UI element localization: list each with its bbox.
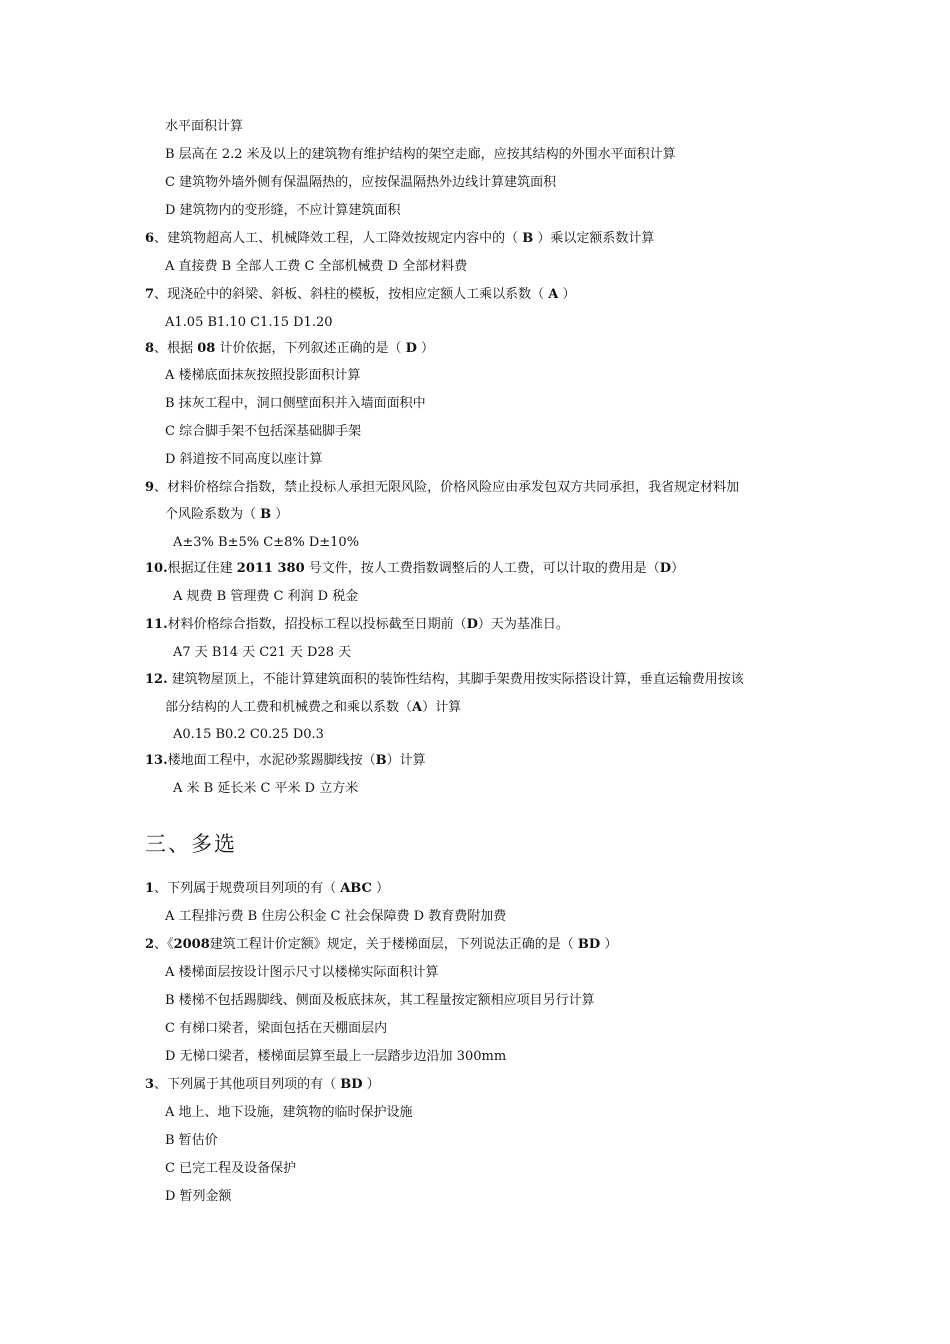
option-a: A 楼梯面层按设计图示尺寸以楼梯实际面积计算: [165, 965, 439, 980]
question-text: 下列属于其他项目列项的有（: [167, 1077, 337, 1092]
question-number: 1: [145, 881, 155, 896]
option-d: D 斜道按不同高度以座计算: [165, 452, 323, 467]
question-number: 7: [145, 287, 155, 302]
question-8: 8、根据 08 计价依据，下列叙述正确的是（ D ）: [145, 341, 435, 356]
answer: ABC: [340, 881, 372, 896]
question-number: 13.: [145, 753, 168, 768]
continuation-text: 水平面积计算: [165, 119, 244, 134]
options-line: A0.15 B0.2 C0.25 D0.3: [173, 727, 324, 742]
question-text: 根据辽住建: [167, 561, 233, 576]
answer: A: [412, 700, 423, 715]
question-number: 8: [145, 341, 155, 356]
question-text: 楼地面工程中，水泥砂浆踢脚线按（: [167, 753, 376, 768]
options-line: A7 天 B14 天 C21 天 D28 天: [173, 645, 352, 660]
option-b: B 暂估价: [165, 1133, 218, 1148]
option-a: A 地上、地下设施，建筑物的临时保护设施: [165, 1105, 413, 1120]
question-text: 建筑工程计价定额》规定，关于楼梯面层，下列说法正确的是（: [209, 937, 574, 952]
question-number: 12.: [145, 672, 168, 687]
answer: BD: [577, 937, 601, 952]
option-b: B 层高在 2.2 米及以上的建筑物有维护结构的架空走廊，应按其结构的外围水平面积计算: [165, 147, 676, 162]
question-number: 9: [145, 480, 155, 495]
question-text: 下列属于规费项目列项的有（: [167, 881, 337, 896]
answer: A: [548, 287, 559, 302]
answer: D: [405, 341, 417, 356]
option-c: C 已完工程及设备保护: [165, 1161, 297, 1176]
answer: B: [260, 507, 272, 522]
option-a: A 楼梯底面抹灰按照投影面积计算: [165, 368, 361, 383]
multi-question-1: 1、下列属于规费项目列项的有（ ABC ）: [145, 881, 390, 896]
answer: D: [659, 561, 672, 576]
question-12-line2: 部分结构的人工费和机械费之和乘以系数（A）计算: [165, 700, 462, 715]
question-13: 13.楼地面工程中，水泥砂浆踢脚线按（B）计算: [145, 753, 426, 768]
question-text: 根据: [167, 341, 194, 356]
option-d: D 建筑物内的变形缝，不应计算建筑面积: [165, 203, 401, 218]
multi-question-3: 3、下列属于其他项目列项的有（ BD ）: [145, 1077, 380, 1092]
answer: B: [522, 231, 534, 246]
question-text: 材料价格综合指数，禁止投标人承担无限风险，价格风险应由承发包双方共同承担，我省规定材料加: [167, 480, 740, 495]
options-line: A±3% B±5% C±8% D±10%: [173, 535, 360, 550]
question-text: 建筑物屋顶上，不能计算建筑面积的装饰性结构，其脚手架费用按实际搭设计算，垂直运输费用按该: [171, 672, 744, 687]
option-b: B 抹灰工程中，洞口侧壁面积并入墙面面积中: [165, 396, 426, 411]
question-number: 6: [145, 231, 155, 246]
question-text: 材料价格综合指数，招投标工程以投标截至日期前（: [167, 617, 467, 632]
question-11: 11.材料价格综合指数，招投标工程以投标截至日期前（D）天为基准日。: [145, 617, 569, 632]
option-c: C 建筑物外墙外侧有保温隔热的，应按保温隔热外边线计算建筑面积: [165, 175, 557, 190]
options-line: A 规费 B 管理费 C 利润 D 税金: [173, 589, 359, 604]
question-number: 3: [145, 1077, 155, 1092]
question-10: 10.根据辽住建 2011 380 号文件，按人工费指数调整后的人工费，可以计取的费用是（D）: [145, 561, 685, 576]
question-9: 9、材料价格综合指数，禁止投标人承担无限风险，价格风险应由承发包双方共同承担，我省规定材料加: [145, 480, 740, 495]
options-line: A 米 B 延长米 C 平米 D 立方米: [173, 781, 359, 796]
question-number: 11.: [145, 617, 168, 632]
multi-question-2: 2、《2008建筑工程计价定额》规定，关于楼梯面层，下列说法正确的是（ BD ）: [145, 937, 618, 952]
option-b: B 楼梯不包括踢脚线、侧面及板底抹灰，其工程量按定额相应项目另行计算: [165, 993, 595, 1008]
answer: D: [466, 617, 478, 632]
answer: B: [375, 753, 387, 768]
question-6: 6、建筑物超高人工、机械降效工程，人工降效按规定内容中的（ B ）乘以定额系数计算: [145, 231, 655, 246]
question-text: 现浇砼中的斜梁、斜板、斜柱的模板，按相应定额人工乘以系数（: [167, 287, 545, 302]
question-number: 2: [145, 937, 155, 952]
option-d: D 无梯口梁者，楼梯面层算至最上一层踏步边沿加 300mm: [165, 1049, 507, 1064]
options-line: A1.05 B1.10 C1.15 D1.20: [165, 315, 333, 330]
options-line: A 直接费 B 全部人工费 C 全部机械费 D 全部材料费: [165, 259, 468, 274]
answer: BD: [340, 1077, 363, 1092]
options-line: A 工程排污费 B 住房公积金 C 社会保障费 D 教育费附加费: [165, 909, 507, 924]
question-text: 建筑物超高人工、机械降效工程，人工降效按规定内容中的（: [167, 231, 519, 246]
option-d: D 暂列金额: [165, 1189, 232, 1204]
question-number: 10.: [145, 561, 168, 576]
question-7: 7、现浇砼中的斜梁、斜板、斜柱的模板，按相应定额人工乘以系数（ A ）: [145, 287, 576, 302]
option-c: C 有梯口梁者，梁面包括在天棚面层内: [165, 1021, 388, 1036]
section-heading: 三、多选: [145, 832, 237, 856]
question-12: [145, 671, 744, 689]
option-c: C 综合脚手架不包括深基础脚手架: [165, 424, 362, 439]
question-9-line2: 个风险系数为（ B ）: [165, 507, 289, 522]
